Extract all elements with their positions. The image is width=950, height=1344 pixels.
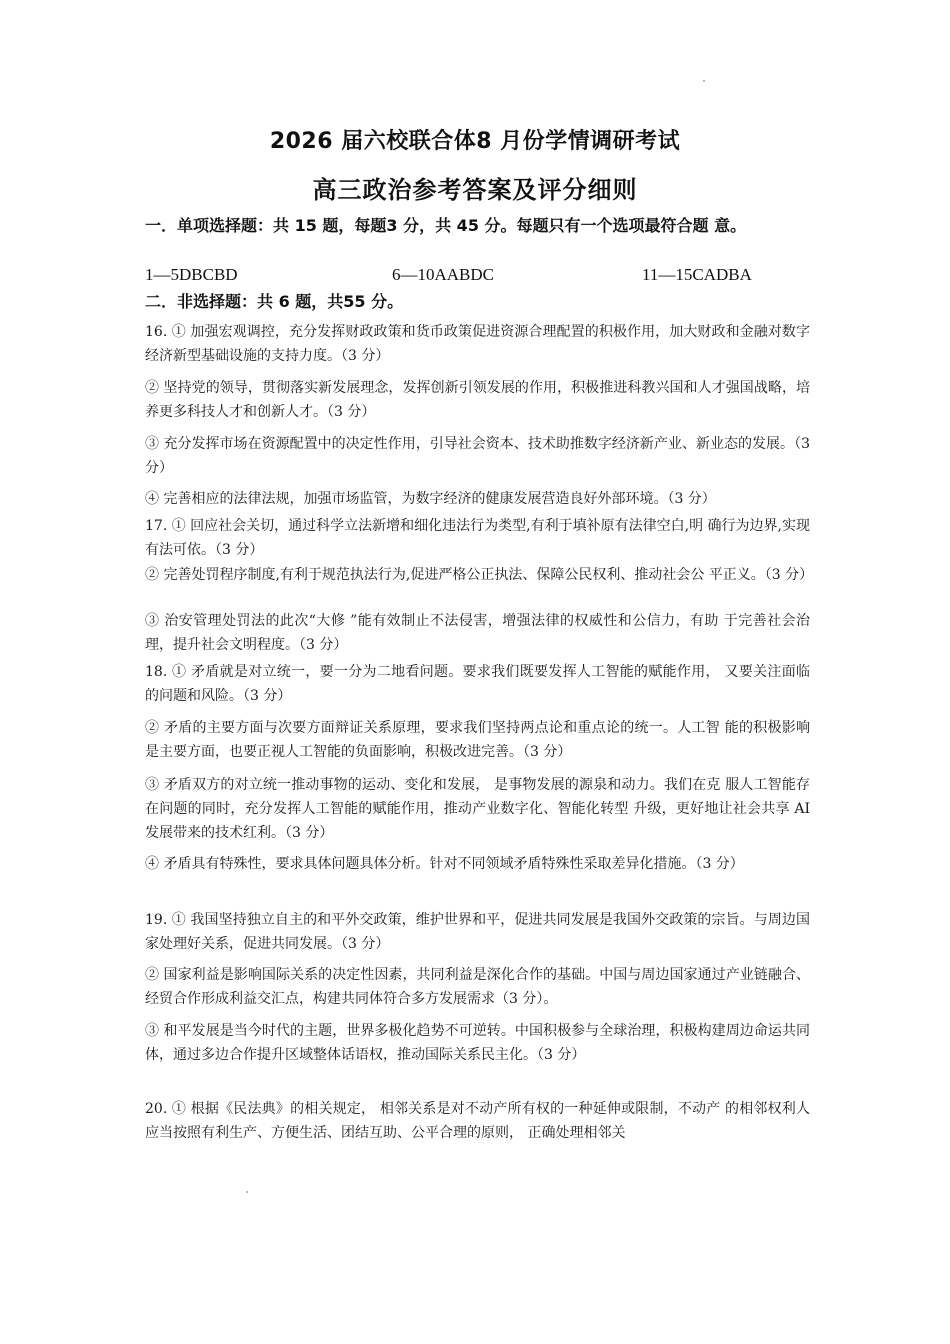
q19-point-1: 19. ① 我国坚持独立自主的和平外交政策，维护世界和平，促进共同发展是我国外交政策的宗旨。与周边国家处理好关系，促进共同发展。（3 分）: [145, 912, 810, 952]
answer-key-6-10: 6—10AABDC: [392, 265, 495, 284]
q17-point-2: ② 完善处罚程序制度,有利于规范执法行为,促进严格公正执法、保障公民权利、推动社会公 平正义。（3 分）: [145, 567, 814, 583]
q18-point-2: ② 矛盾的主要方面与次要方面辩证关系原理，要求我们坚持两点论和重点论的统一。人工智 能的积极影响是主要方面，也要正视人工智能的负面影响，积极改进完善。（3 分）: [145, 720, 810, 760]
q18-point-1: 18. ① 矛盾就是对立统一，要一分为二地看问题。要求我们既要发挥人工智能的赋能作用， 又要关注面临的问题和风险。（3 分）: [145, 664, 810, 704]
q18-point-3: ③ 矛盾双方的对立统一推动事物的运动、变化和发展， 是事物发展的源泉和动力。我们在克 服人工智能存在问题的同时，充分发挥人工智能的赋能作用，推动产业数字化、智能化转型 升级，更好地让社会共享 AI 发展带来的技术红利。（3 分）: [145, 777, 810, 841]
q20-point-1: 20. ① 根据《民法典》的相关规定， 相邻关系是对不动产所有权的一种延伸或限制，不动产 的相邻权利人应当按照有利生产、方便生活、团结互助、公平合理的原则， 正确处理相邻关: [145, 1101, 810, 1141]
q18-point-4: ④ 矛盾具有特殊性，要求具体问题具体分析。针对不同领域矛盾特殊性采取差异化措施。（3 分）: [145, 856, 744, 872]
q19-point-3: ③ 和平发展是当今时代的主题，世界多极化趋势不可逆转。中国积极参与全球治理，积极构建周边命运共同体，通过多边合作提升区域整体话语权，推动国际关系民主化。（3 分）: [145, 1023, 810, 1063]
q16-point-3: ③ 充分发挥市场在资源配置中的决定性作用，引导社会资本、技术助推数字经济新产业、新业态的发展。（3 分）: [145, 436, 810, 476]
answer-key-row: [145, 265, 810, 289]
exam-title: 2026 届六校联合体8 月份学情调研考试: [269, 129, 681, 154]
q17-point-1: 17. ① 回应社会关切，通过科学立法新增和细化违法行为类型,有利于填补原有法律空白,明 确行为边界,实现有法可依。（3 分）: [145, 518, 810, 558]
q16-point-2: ② 坚持党的领导，贯彻落实新发展理念，发挥创新引领发展的作用，积极推进科教兴国和人才强国战略，培养更多科技人才和创新人才。（3 分）: [145, 380, 810, 420]
answer-key-1-5: 1—5DBCBD: [145, 265, 238, 284]
section-2-heading: 二．非选择题：共 6 题，共55 分。: [145, 292, 404, 311]
q16-point-4: ④ 完善相应的法律法规，加强市场监管，为数字经济的健康发展营造良好外部环境。（3 分）: [145, 491, 716, 507]
section-1-heading: 一．单项选择题：共 15 题，每题3 分，共 45 分。每题只有一个选项最符合题 意。: [145, 216, 747, 235]
speck-mark: [703, 80, 705, 82]
q16-point-1: 16. ① 加强宏观调控，充分发挥财政政策和货币政策促进资源合理配置的积极作用，加大财政和金融对数字经济新型基础设施的支持力度。（3 分）: [145, 324, 810, 364]
q19-point-2: ② 国家利益是影响国际关系的决定性因素，共同利益是深化合作的基础。中国与周边国家通过产业链融合、经贸合作形成利益交汇点，构建共同体符合多方发展需求（3 分）。: [145, 967, 810, 1007]
answer-key-11-15: 11—15CADBA: [642, 265, 752, 284]
exam-subtitle: 高三政治参考答案及评分细则: [312, 176, 638, 204]
q17-point-3: ③ 治安管理处罚法的此次“大修 ”能有效制止不法侵害，增强法律的权威性和公信力，有助 于完善社会治理，提升社会文明程度。（3 分）: [145, 613, 810, 653]
speck-mark: [246, 1191, 248, 1193]
